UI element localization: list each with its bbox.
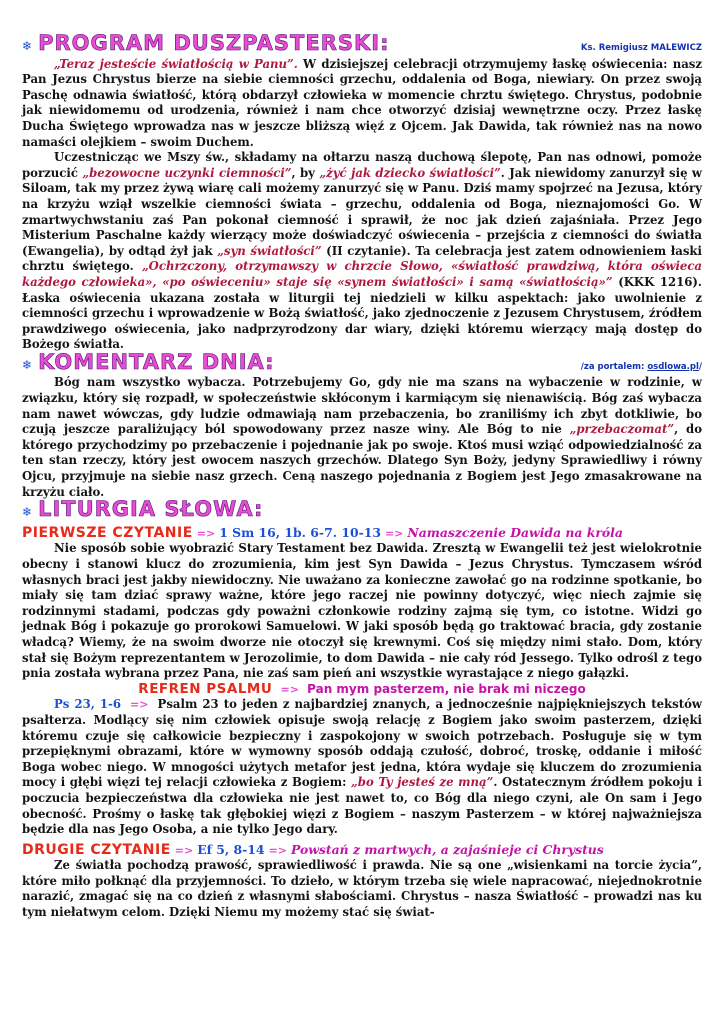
komentarz-source-link[interactable]: osdlowa.pl	[647, 361, 699, 372]
komentarz-text-b: , do którego przychodzimy po przebaczenie i pojednanie jak po swoje. Ktoś musi wziąć odpowiedzialność za ten stan rzeczy, który jest owocem naszych grzechów. Dlatego Syn Boży, jedyny Sprawiedliwy i równy Ojcu, przyjmuje na siebie nasz grzech. Ceną naszego pojednania z Bogiem jest Jego zmasakrowane na krzyżu ciało.	[22, 422, 702, 499]
second-reading-title: Powstań z martwych, a zajaśnieje ci Chrystus	[291, 841, 604, 857]
psalm-text-b: . Ostatecznym źródłem pokoju i poczucia bezpieczeństwa dla człowieka nie jest nawet to, co Bóg dla niego czyni, ale On sam i Jego obecność. Prośmy o łaskę tak głębokiej więzi z Bogiem – naszym Pasterzem – w której najważniejsza będzie dla nas Jego Osoba, a nie tylko Jego dary.	[22, 775, 702, 837]
komentarz-quote: „przebaczomat”	[569, 422, 675, 437]
psalm-text-a: Psalm 23 to jeden z najbardziej znanych, a jednocześnie najpiękniejszych tekstów psałterza. Modlący się nim człowiek opisuje swoją relację z Bogiem jako swoim pasterzem, dzięki któremu czuje się całkowicie bezpieczny i zaspokojony w swoich potrzebach. Posługuje się w tym przepięknymi obrazami, które w wymowny sposób oddają czułość, dobroć, troskę, oddanie i miłość Boga wobec niego. W mnogości użytych metafor jest jedna, która wydaje się kluczem do zrozumienia mocy i głębi więzi tej relacji człowieka z Bogiem:	[22, 697, 702, 790]
snowflake-bullet-icon: ❄	[22, 39, 33, 53]
arrow-icon: =>	[280, 682, 299, 696]
arrow-icon: =>	[384, 526, 404, 540]
program-p2-text-a: Uczestnicząc we Mszy św., składamy na ołtarzu naszą duchową ślepotę, Pan nas odnowi, pomoże porzucić	[22, 150, 702, 180]
second-reading-label: DRUGIE CZYTANIE	[22, 841, 171, 858]
program-author: Ks. Remigiusz MALEWICZ	[580, 43, 702, 53]
first-reading-label: PIERWSZE CZYTANIE	[22, 524, 193, 541]
program-title-wrap	[22, 31, 390, 55]
arrow-icon: =>	[174, 843, 194, 857]
program-intro-text: W dzisiejszej celebracji otrzymujemy łaskę oświecenia: nasz Pan Jezus Chrystus bierze na siebie ciemności grzechu, oddalenia od Boga, niewiary. On przez swoją Paschę odnawia światłość, którą obdarzył człowieka w momencie chrztu świętego. Chrystus, podobnie jak niewidomemu od urodzenia, również i nam chce otworzyć dzisiaj wewnętrzne oczy. Przez łaskę Ducha Świętego wprowadza nas w jeszcze bliższą więź z Ojcem. Jak Dawida, tak również nas na nowo namaści olejkiem – swoim Duchem.	[22, 56, 702, 149]
program-p2-text-c: . Jak niewidomy zanurzył się w Siloam, tak my przez żywą wiarę cali możemy zanurzyć się w Panu. Dziś mamy spojrzeć na Jezusa, który na krzyżu wziął wszelkie ciemności świata – grzechu, oddalenia od Boga, nieznajomości Go. W zmartwychwstaniu zaś Pan pokonał ciemność i sprawił, że noc jak dzień zajaśniała. Przez Jego Misterium Paschalne każdy wierzący może doświadczyć oświecenia – przejścia z ciemności do światła (Ewangelia), by odtąd żył jak	[22, 165, 702, 258]
arrow-icon: =>	[196, 526, 216, 540]
psalm-paragraph	[22, 697, 702, 837]
psalm-title: Pan mym pasterzem, nie brak mi niczego	[307, 681, 586, 696]
komentarz-header	[22, 349, 702, 376]
liturgia-header	[22, 497, 702, 522]
second-reading-text: Ze światła pochodzą prawość, sprawiedliwość i prawda. Nie są one „wisienkami na torcie życia”, które miło połknąć dla przyjemności. To dzieło, w którym trzeba się wiele napracować, niejednokrotnie narazić, zmagać się na co dzień z własnymi słabościami. Chrystus – nasza Światłość – prowadzi nas ku tym niełatwym celom. Dzięki Niemu my możemy stać się świat-	[22, 858, 702, 920]
komentarz-source	[581, 360, 702, 376]
arrow-icon: =>	[268, 843, 287, 857]
komentarz-title: KOMENTARZ DNIA:	[38, 349, 275, 374]
psalm-header	[22, 682, 702, 698]
first-reading-ref: 1 Sm 16, 1b. 6-7. 10-13	[219, 524, 381, 540]
program-p2-quote-2: „żyć jak dziecko światłości”	[319, 165, 501, 180]
program-p2-quote-1: „bezowocne uczynki ciemności”	[82, 165, 292, 180]
program-p2-quote-3: „syn światłości”	[217, 243, 322, 258]
snowflake-bullet-icon: ❄	[22, 357, 33, 372]
second-reading-header	[22, 842, 702, 859]
program-title: PROGRAM DUSZPASTERSKI:	[38, 31, 390, 55]
psalm-quote: „bo Ty jesteś ze mną”	[351, 775, 494, 790]
second-reading-ref: Ef 5, 8-14	[197, 841, 265, 857]
program-p2-text-d: (II czytanie). Ta celebracja jest zatem odnowieniem łaski chrztu świętego.	[22, 243, 702, 274]
komentarz-text-a: Bóg nam wszystko wybacza. Potrzebujemy Go, gdy nie ma szans na wybaczenie w rodzinie, w związku, który się rozpadł, w społeczeństwie skłóconym i karmiącym się nienawiścią. Bóg zaś wybacza nam nawet wówczas, gdy ludzie odmawiają nam przebaczenia, bo zraniliśmy ich zbyt dotkliwie, bo czują jeszcze paraliżujący ból spowodowany przez nasze winy. Ale Bóg to nie	[22, 375, 702, 437]
komentarz-paragraph	[22, 375, 702, 500]
program-p2-quote-4: „Ochrzczony, otrzymawszy w chrzcie Słowo, «światłość prawdziwą, która oświeca każdego człowieka», «po oświeceniu» staje się «synem światłości» i samą «światłością»”	[22, 259, 703, 289]
komentarz-title-wrap	[22, 349, 275, 374]
program-paragraph-2	[22, 150, 702, 353]
first-reading-text: Nie sposób sobie wyobrazić Stary Testament bez Dawida. Zresztą w Ewangelii też jest wielokrotnie obecny i stanowi klucz do zrozumienia, kim jest Syn Dawida – Jezus Chrystus. Tymczasem wśród własnych braci jest jakby niewidoczny. Nie uważano za konieczne zawołać go na rodzinne spotkanie, bo miały się tam dziać sprawy ważne, które jego raczej nie powinny dotyczyć, więc niech zajmie się rodzinnymi stadami, podczas gdy poważni członkowie rodziny zajmą się tym, co istotne. Widzi go jednak Bóg i pokazuje go prorokowi Samuelowi. W jaki sposób będą go traktować bracia, gdy zostanie władcą? Wiemy, że na swoim dworze nie otoczył się krewnymi. Coś się między nimi stało. Dom, który stał się Bożym reprezentantem w Jerozolimie, to dom Dawida – nie cały ród Jessego. Tylko odrośl z tego pnia została wybrana przez Pana, nie zaś sam pień ani wszystkie wyrastające z niego gałązki.	[22, 541, 702, 681]
first-reading-title: Namaszczenie Dawida na króla	[407, 524, 623, 540]
program-p2-text-b: , by	[291, 165, 320, 180]
arrow-icon: =>	[130, 698, 149, 712]
program-p2-text-e: (KKK 1216). Łaska oświecenia ukazana została w liturgii tej niedzieli w kilku aspektach: jako uwolnienie z ciemności grzechu i wprowadzenie w Bożą światłość, jako zjednoczenie z Jezusem Chrystusem, źródłem prawdziwego oświecenia, jako nadprzyrodzony dar wiary, dzięki któremu wierzący mają dostęp do Bożego światła.	[22, 274, 702, 352]
program-paragraph-1	[22, 57, 702, 151]
program-quote: „Teraz jesteście światłością w Panu”.	[54, 56, 298, 71]
snowflake-bullet-icon: ❄	[22, 505, 33, 520]
program-header	[22, 31, 702, 57]
psalm-ref: Ps 23, 1-6	[54, 697, 121, 712]
komentarz-source-prefix: /za portalem:	[580, 361, 648, 372]
psalm-label: REFREN PSALMU	[138, 680, 273, 697]
liturgia-title: LITURGIA SŁOWA:	[38, 497, 264, 522]
liturgia-title-wrap	[22, 497, 264, 522]
komentarz-source-suffix: /	[698, 361, 702, 372]
first-reading-header	[22, 525, 702, 542]
